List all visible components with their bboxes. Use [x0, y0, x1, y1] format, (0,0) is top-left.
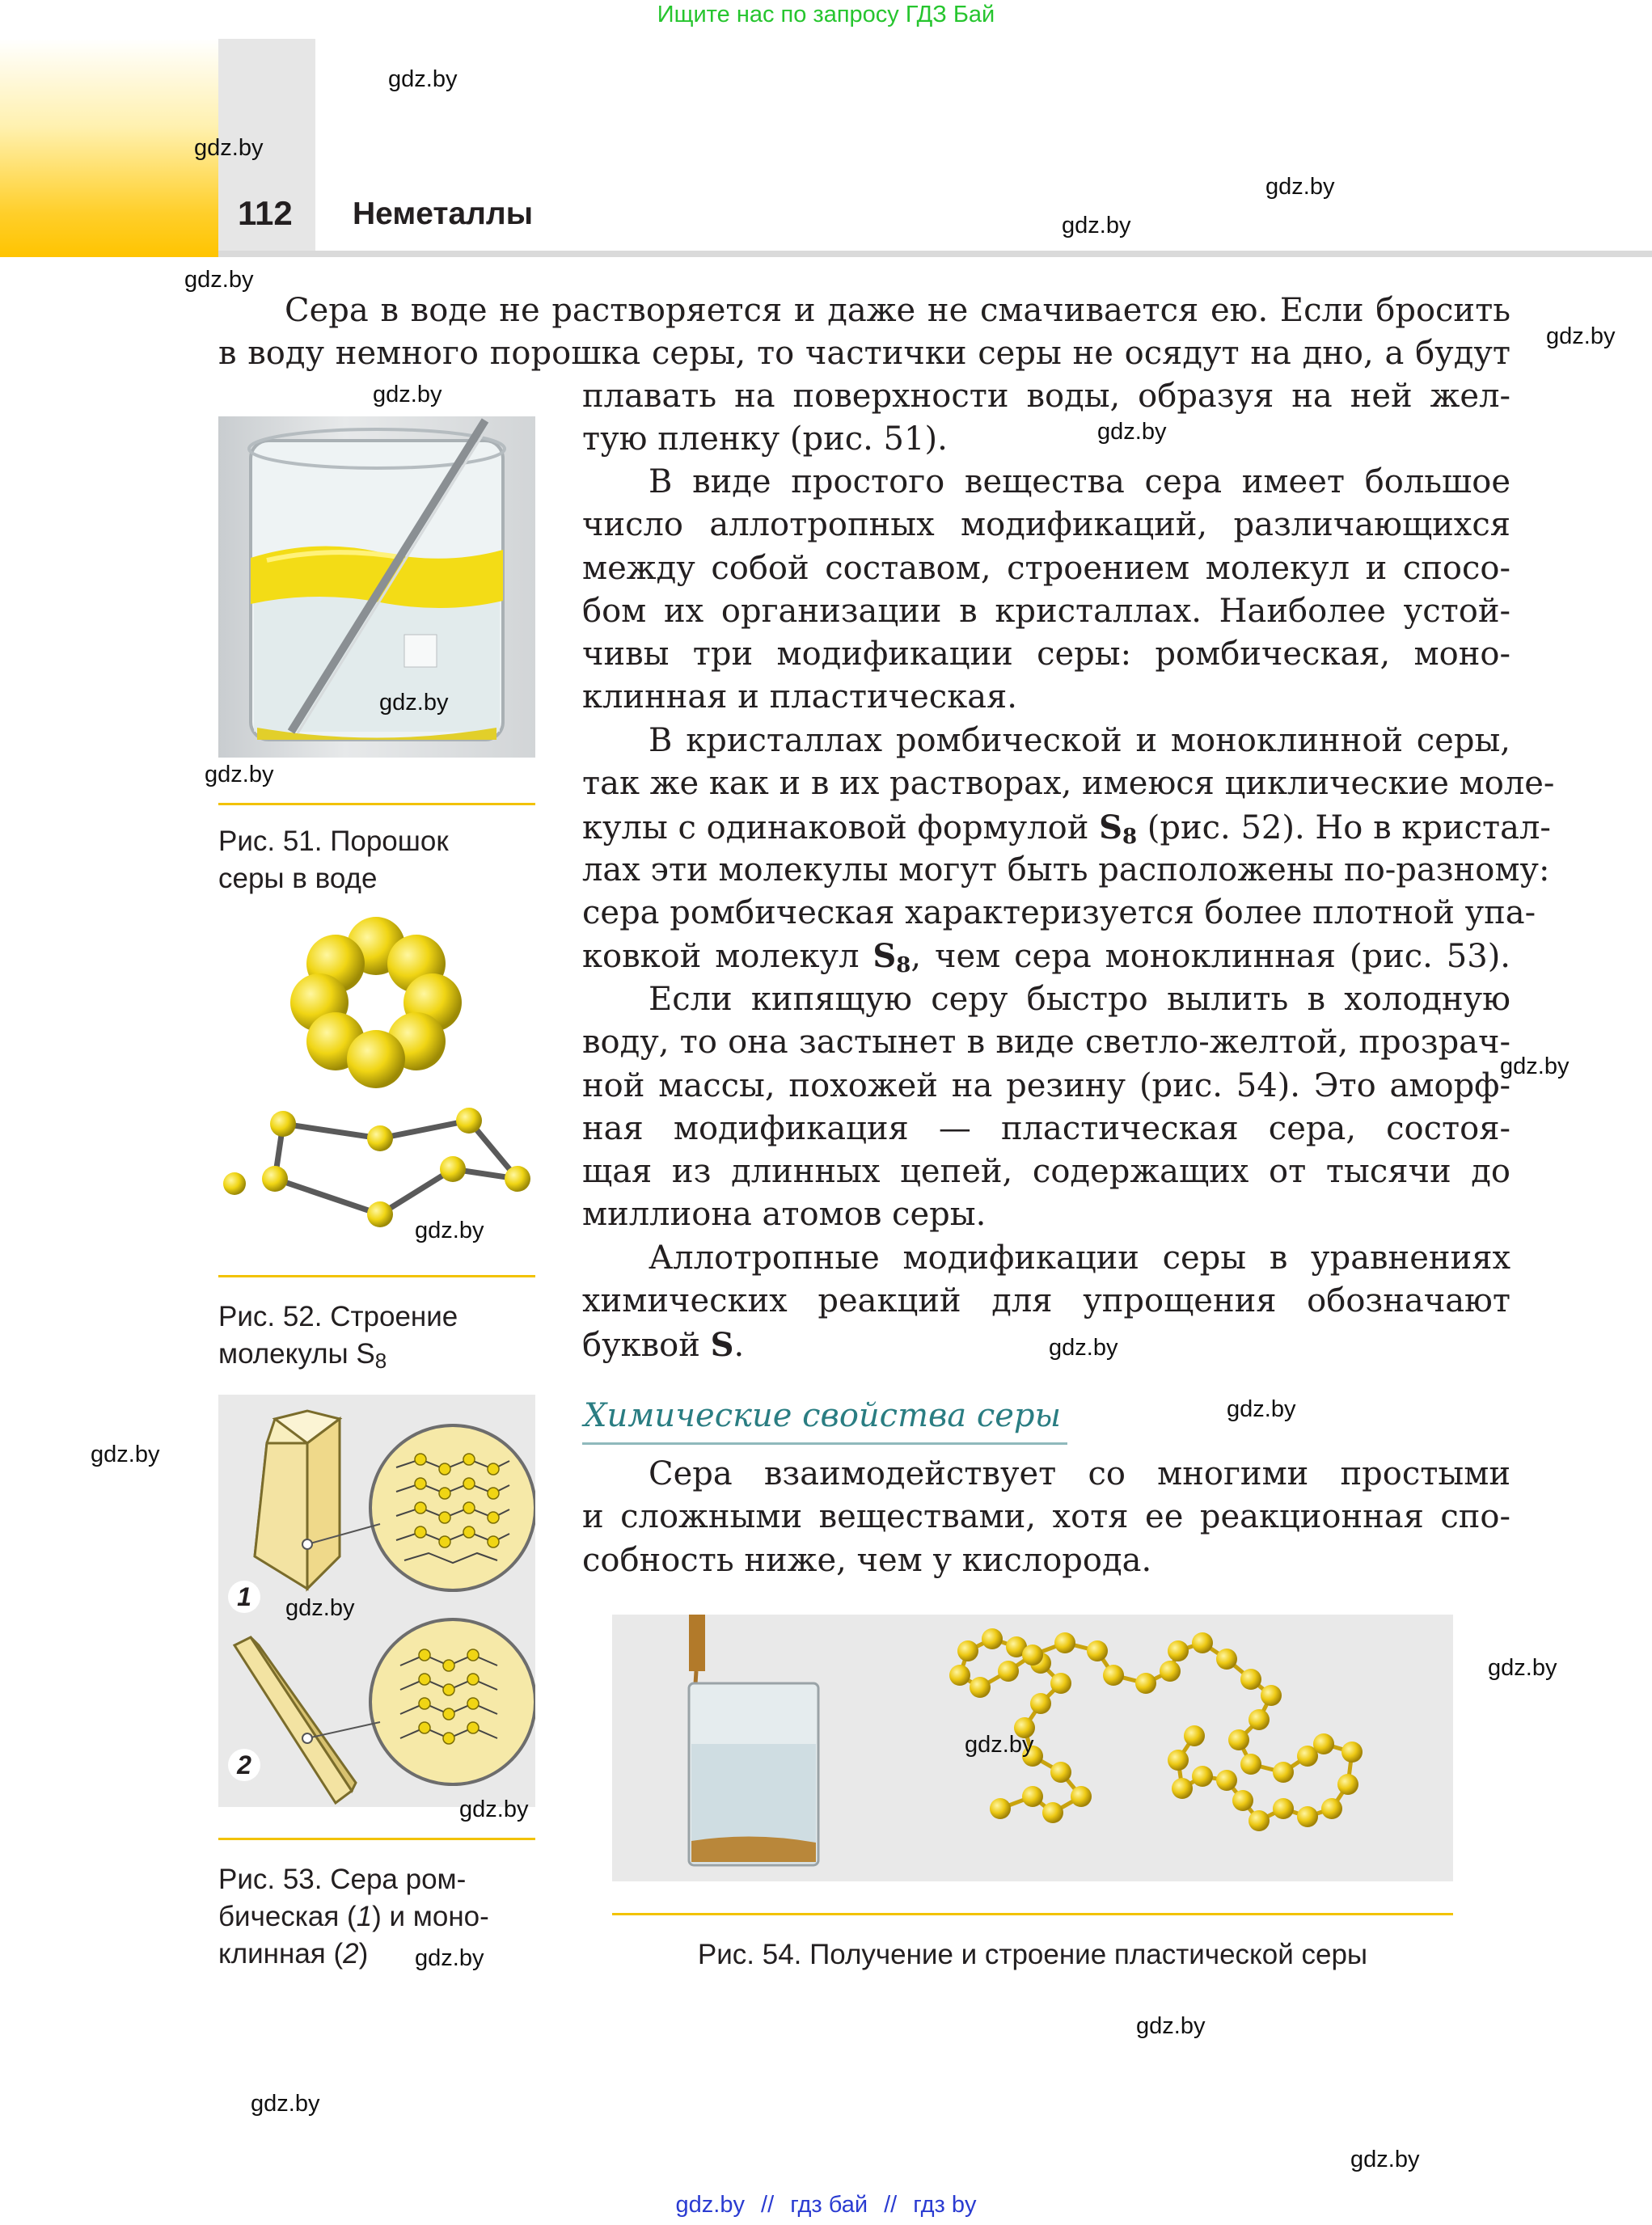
watermark: gdz.by: [415, 1945, 484, 1971]
caption-line: бическая (1) и моно-: [218, 1901, 489, 1932]
watermark: gdz.by: [388, 66, 458, 92]
watermark: gdz.by: [415, 1218, 484, 1243]
sulfur-atoms: [223, 1108, 530, 1227]
watermark: gdz.by: [373, 382, 442, 407]
watermark: gdz.by: [251, 2091, 320, 2117]
caption-line: клинная (2): [218, 1938, 369, 1970]
figure-52-rule: [218, 1275, 535, 1277]
text-fragment: .: [733, 1326, 745, 1364]
figure-54-caption: Рис. 54. Получение и строение пластической серы: [697, 1939, 1368, 1970]
ball-and-stick-model: [275, 1121, 518, 1214]
formula-s8: $S_8$: [872, 937, 911, 978]
text-line: Сера в воде не растворяется и даже не смачивается ею. Если бросить: [285, 292, 1510, 329]
paragraph-1-cont: [582, 375, 1510, 462]
rhombic-crystal: [255, 1411, 340, 1589]
text-line: в воду немного порошка серы, то частички серы не осядут на дно, а будут: [218, 335, 1510, 373]
crystal-illustration: [218, 1395, 535, 1807]
footer-separator: //: [761, 2192, 775, 2218]
figure-51-image: [218, 416, 535, 758]
paragraph-4: [582, 978, 1510, 1237]
text-fragment: кулы с одинаковой формулой: [582, 809, 1089, 847]
watermark: gdz.by: [965, 1732, 1034, 1758]
text-line: чивы три модификации серы: ромбическая, моно-: [582, 635, 1510, 673]
top-banner[interactable]: Ищите нас по запросу ГДЗ Бай: [657, 2, 995, 27]
text-line: [582, 1324, 1510, 1366]
footer-links: [0, 2192, 1652, 2219]
paragraph-1: [218, 289, 1510, 376]
text-line: число аллотропных модификаций, различающихся: [582, 506, 1510, 544]
subheading: Химические свойства серы: [584, 1397, 1062, 1434]
text-line: щая из длинных цепей, содержащих от тысячи до: [582, 1153, 1510, 1191]
paragraph-5: [582, 1237, 1510, 1366]
text-line: так же как и в их растворах, имеюся циклические моле-: [582, 765, 1555, 803]
formula-s8: $S_8$: [1099, 808, 1138, 849]
text-line: В кристаллах ромбической и моноклинной серы,: [649, 722, 1510, 759]
text-line: Аллотропные модификации серы в уравнениях: [649, 1239, 1510, 1277]
watermark: gdz.by: [1136, 2013, 1206, 2039]
formula-s: S: [710, 1325, 734, 1364]
watermark: gdz.by: [1227, 1396, 1296, 1422]
caption-line: молекулы $S_8$: [218, 1338, 387, 1373]
text-line: ная модификация — пластическая сера, состоя-: [582, 1109, 1510, 1147]
watermark: gdz.by: [1350, 2147, 1420, 2172]
text-fragment: (рис. 52). Но в кристал-: [1147, 809, 1551, 847]
watermark: gdz.by: [194, 135, 264, 161]
figure-52-caption: [218, 1298, 458, 1373]
text-fragment: ковкой молекул: [582, 938, 860, 976]
header-rule: [218, 251, 1652, 257]
text-line: Если кипящую серу быстро вылить в холодную: [649, 981, 1510, 1018]
text-line: лах эти молекулы могут быть расположены по-разному:: [582, 851, 1550, 889]
watermark: gdz.by: [379, 690, 449, 716]
caption-line: Рис. 52. Строение: [218, 1301, 458, 1332]
text-fragment: буквой: [582, 1326, 700, 1364]
text-line: сера ромбическая характеризуется более плотной упа-: [582, 894, 1536, 932]
text-line: плавать на поверхности воды, образуя на ней жел-: [582, 378, 1510, 415]
text-line: тую пленку (рис. 51).: [582, 420, 948, 458]
crystal-marker-1: 1: [228, 1581, 260, 1613]
watermark: gdz.by: [285, 1595, 355, 1621]
footer-link-gdz-by-cyr[interactable]: гдз by: [913, 2192, 977, 2218]
text-line: Сера взаимодействует со многими простыми: [649, 1455, 1510, 1492]
watermark: gdz.by: [1546, 323, 1616, 349]
beaker-illustration: [218, 416, 535, 758]
footer-link-gdz-by[interactable]: gdz.by: [675, 2192, 745, 2218]
text-line: воду, то она застынет в виде светло-желтой, прозрач-: [582, 1024, 1510, 1062]
space-filling-model: [290, 917, 462, 1088]
text-line: химических реакций для упрощения обозначают: [582, 1282, 1510, 1320]
figure-51-rule: [218, 803, 535, 805]
crystal-marker-2: 2: [228, 1749, 260, 1781]
caption-line: Рис. 51. Порошок: [218, 825, 449, 857]
watermark: gdz.by: [459, 1796, 529, 1822]
watermark: gdz.by: [1097, 419, 1167, 445]
figure-53-rule: [218, 1838, 535, 1840]
figure-53-image: [218, 1395, 535, 1807]
text-line: между собой составом, строением молекул и спосо-: [582, 549, 1510, 587]
text-line: собность ниже, чем у кислорода.: [582, 1541, 1152, 1579]
figure-51-caption: [218, 823, 449, 897]
watermark: gdz.by: [1488, 1655, 1557, 1681]
watermark: gdz.by: [1062, 213, 1131, 239]
caption-line: Рис. 53. Сера ром-: [218, 1864, 467, 1895]
section-title: Неметаллы: [353, 196, 534, 231]
text-line: и сложными веществами, хотя ее реакционная спо-: [582, 1498, 1510, 1536]
text-line: [582, 935, 1510, 977]
figure-54-rule: [612, 1913, 1453, 1915]
text-line: ной массы, похожей на резину (рис. 54). Это аморф-: [582, 1066, 1510, 1104]
watermark: gdz.by: [91, 1442, 160, 1467]
paragraph-3: [582, 720, 1555, 978]
beaker: [689, 1615, 818, 1865]
text-fragment: , чем сера моноклинная (рис. 53).: [911, 938, 1511, 976]
text-line: [582, 806, 1551, 849]
watermark: gdz.by: [205, 762, 274, 787]
watermark: gdz.by: [1265, 174, 1335, 200]
text-line: миллиона атомов серы.: [582, 1196, 987, 1234]
text-line: клинная и пластическая.: [582, 678, 1017, 716]
page-number: 112: [238, 194, 293, 232]
text-line: бом их организации в кристаллах. Наиболее устой-: [582, 592, 1510, 630]
subheading-underline: [582, 1442, 1067, 1445]
paragraph-6: [582, 1453, 1510, 1582]
footer-separator: //: [884, 2192, 898, 2218]
watermark: gdz.by: [1500, 1053, 1570, 1079]
figure-52-molecule: [218, 914, 542, 1237]
caption-line: серы в воде: [218, 863, 378, 894]
watermark: gdz.by: [1049, 1335, 1118, 1361]
text-line: В виде простого вещества сера имеет большое: [649, 463, 1510, 500]
polymer-atoms: [949, 1628, 1363, 1831]
watermark: gdz.by: [184, 267, 254, 293]
footer-link-gdz-bai[interactable]: гдз бай: [790, 2192, 868, 2218]
paragraph-2: [582, 461, 1510, 720]
header-gradient: [0, 39, 226, 257]
